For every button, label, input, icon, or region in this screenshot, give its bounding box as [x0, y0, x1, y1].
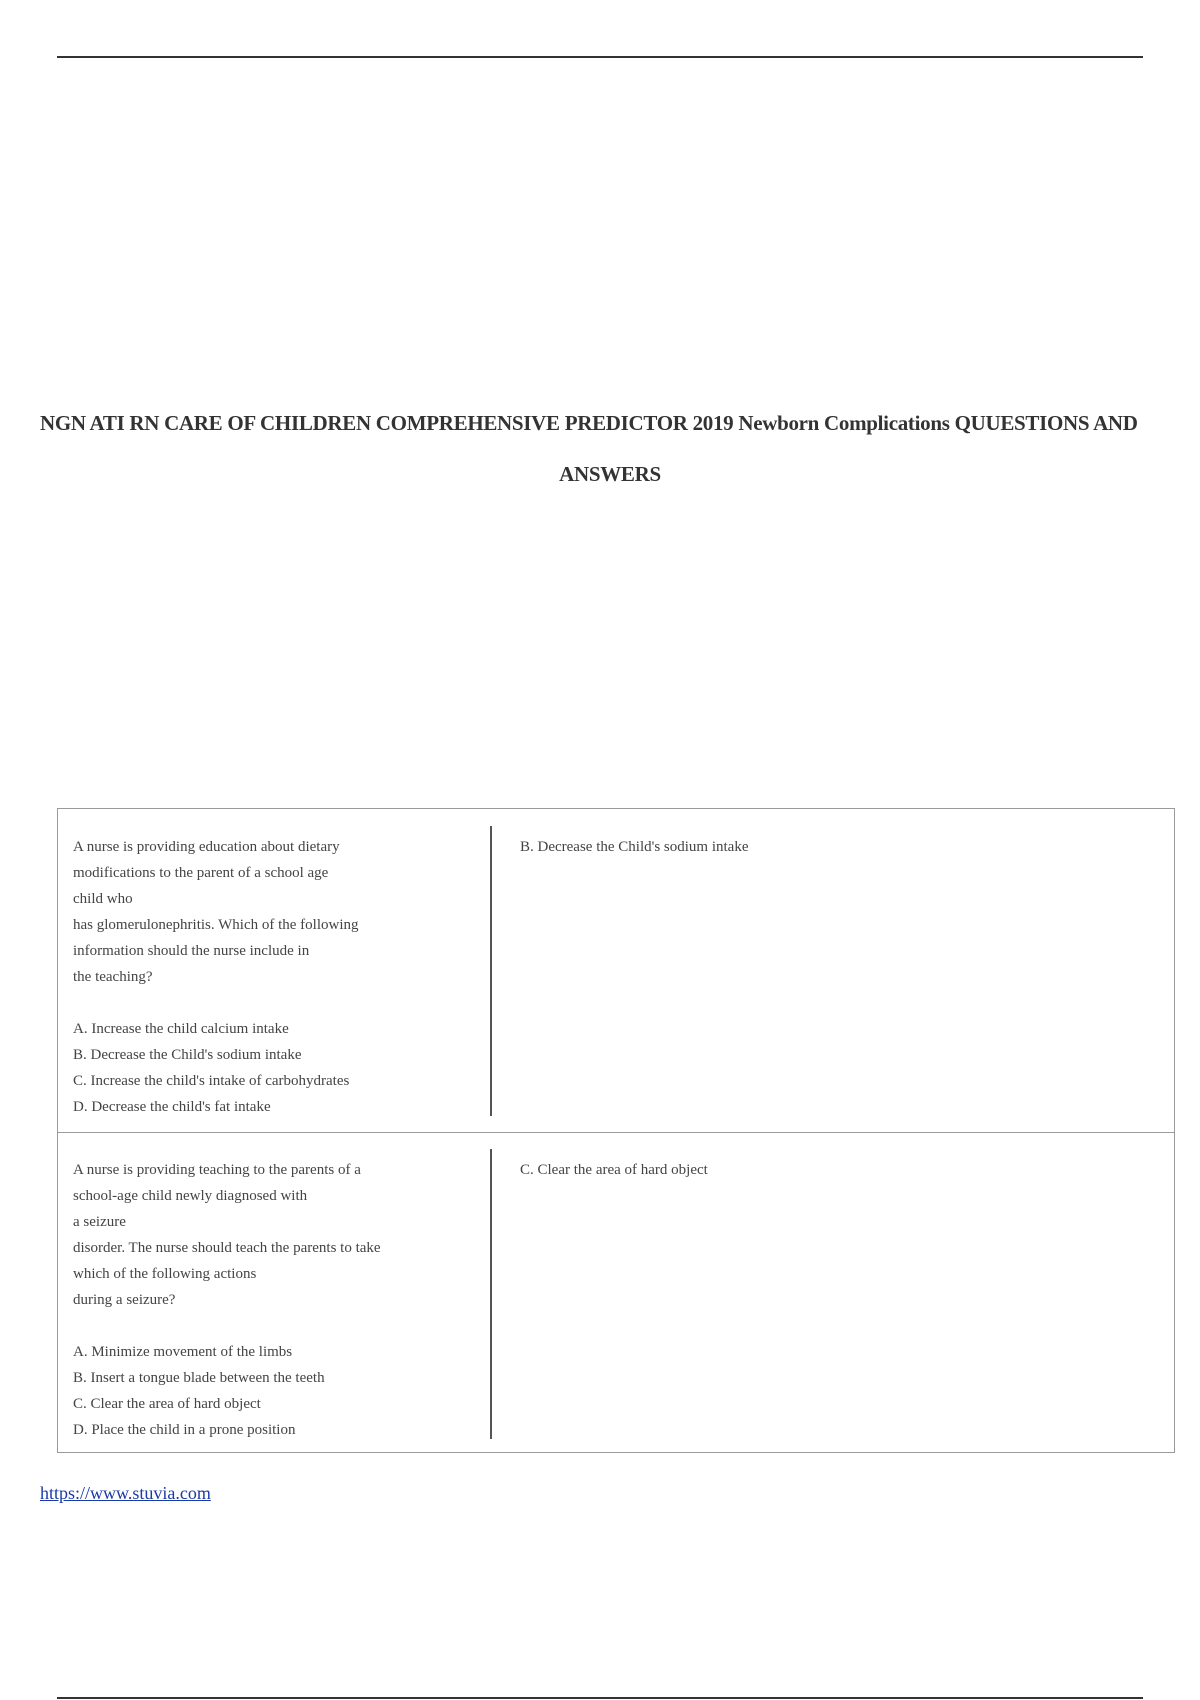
option-a: A. Minimize movement of the limbs	[73, 1344, 293, 1360]
question-line: the teaching?	[73, 969, 153, 985]
question-cell	[73, 1157, 473, 1443]
question-cell	[73, 834, 473, 1120]
top-rule	[57, 56, 1143, 58]
question-line: during a seizure?	[73, 1292, 176, 1308]
option-a: A. Increase the child calcium intake	[73, 1021, 289, 1037]
question-line: A nurse is providing teaching to the parents of a	[73, 1162, 361, 1178]
document-title	[40, 398, 1200, 500]
title-line-1: NGN ATI RN CARE OF CHILDREN COMPREHENSIVE PREDICTOR 2019 Newborn Complications QUUESTIONS AND	[40, 411, 1138, 435]
question-line: which of the following actions	[73, 1266, 257, 1282]
question-line: A nurse is providing education about dietary	[73, 839, 340, 855]
stuvia-link[interactable]: https://www.stuvia.com	[40, 1483, 211, 1503]
question-line: information should the nurse include in	[73, 943, 310, 959]
option-b: B. Decrease the Child's sodium intake	[73, 1047, 302, 1063]
question-line: a seizure	[73, 1214, 126, 1230]
question-line: child who	[73, 891, 133, 907]
question-line: modifications to the parent of a school age	[73, 865, 329, 881]
question-line: school-age child newly diagnosed with	[73, 1188, 308, 1204]
question-line: has glomerulonephritis. Which of the following	[73, 917, 359, 933]
option-c: C. Clear the area of hard object	[73, 1396, 261, 1412]
option-b: B. Insert a tongue blade between the teeth	[73, 1370, 325, 1386]
qa-row	[58, 809, 1174, 1133]
spacer	[73, 1313, 473, 1339]
answer-cell: B. Decrease the Child's sodium intake	[520, 839, 749, 855]
qa-row	[58, 1132, 1174, 1454]
option-d: D. Place the child in a prone position	[73, 1422, 296, 1438]
spacer	[73, 990, 473, 1016]
option-d: D. Decrease the child's fat intake	[73, 1099, 271, 1115]
title-line-2: ANSWERS	[559, 462, 661, 486]
option-c: C. Increase the child's intake of carbohydrates	[73, 1073, 350, 1089]
qa-table	[57, 808, 1175, 1453]
bottom-rule	[57, 1697, 1143, 1699]
question-line: disorder. The nurse should teach the parents to take	[73, 1240, 381, 1256]
column-divider	[490, 1149, 492, 1439]
column-divider	[490, 826, 492, 1116]
answer-cell: C. Clear the area of hard object	[520, 1162, 708, 1178]
